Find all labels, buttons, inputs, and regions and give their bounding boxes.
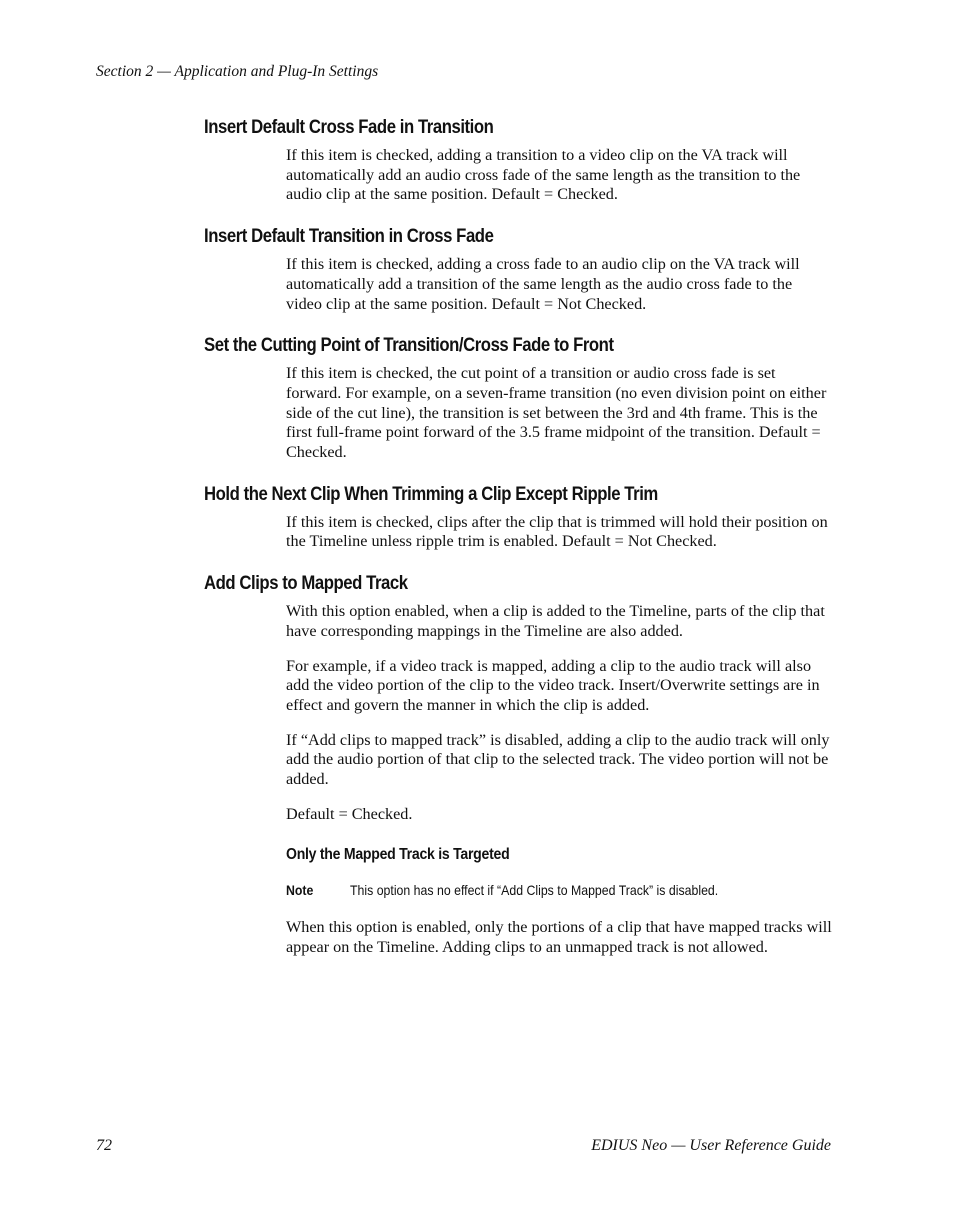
- section-heading: Insert Default Cross Fade in Transition: [204, 117, 494, 138]
- note-label: Note: [286, 882, 314, 899]
- section-insert-transition: [0, 225, 954, 314]
- footer-guide-title: EDIUS Neo — User Reference Guide: [591, 1137, 831, 1154]
- body-paragraph: If this item is checked, adding a cross fade to an audio clip on the VA track will automatically add a transition of the same length as the audio cross fade to the video clip at the same position. Default = Not Checked.: [286, 255, 800, 313]
- body-paragraph: With this option enabled, when a clip is added to the Timeline, parts of the clip that have corresponding mappings in the Timeline are also added.: [286, 602, 825, 640]
- section-add-clips-mapped: [0, 572, 954, 824]
- note-text: This option has no effect if “Add Clips to Mapped Track” is disabled.: [350, 882, 719, 899]
- section-heading: Hold the Next Clip When Trimming a Clip Except Ripple Trim: [204, 483, 658, 505]
- section-insert-cross-fade: [0, 116, 954, 205]
- body-paragraph: For example, if a video track is mapped, adding a clip to the audio track will also add the video portion of the clip to the video track. Insert/Overwrite settings are in effect and govern the manner in which the clip is added.: [286, 656, 820, 714]
- section-heading: Set the Cutting Point of Transition/Cross Fade to Front: [204, 335, 614, 357]
- subsection-mapped-track-targeted: [0, 844, 954, 957]
- body-paragraph: Default = Checked.: [286, 804, 413, 823]
- body-paragraph: If this item is checked, clips after the clip that is trimmed will hold their position on the Timeline unless ripple trim is enabled. Default = Not Checked.: [286, 512, 828, 551]
- page-content: [0, 116, 954, 958]
- section-hold-next-clip: [0, 483, 954, 552]
- body-paragraph: If “Add clips to mapped track” is disabled, adding a clip to the audio track will only add the audio portion of that clip to the selected track. The video portion will not be added.: [286, 730, 830, 789]
- body-paragraph: When this option is enabled, only the portions of a clip that have mapped tracks will appear on the Timeline. Adding clips to an unmapped track is not allowed.: [286, 918, 832, 957]
- body-paragraph: If this item is checked, the cut point of a transition or audio cross fade is set forward. For example, on a seven-frame transition (no even division point on either side of the cut line), the transition is set between the 3rd and 4th frame. This is the first full-frame point forward of the 3.5 frame midpoint of the transition. Default = Checked.: [286, 364, 827, 462]
- section-heading: Insert Default Transition in Cross Fade: [204, 226, 494, 248]
- section-heading: Add Clips to Mapped Track: [204, 573, 408, 595]
- body-paragraph: If this item is checked, adding a transition to a video clip on the VA track will automatically add an audio cross fade of the same length as the transition to the audio clip at the same position. Default = Checked.: [286, 146, 801, 204]
- subsection-heading: Only the Mapped Track is Targeted: [286, 846, 510, 864]
- running-header: Section 2 — Application and Plug-In Settings: [96, 63, 379, 80]
- section-cutting-point: [0, 334, 954, 463]
- page-number: 72: [96, 1137, 112, 1154]
- note: [286, 882, 832, 898]
